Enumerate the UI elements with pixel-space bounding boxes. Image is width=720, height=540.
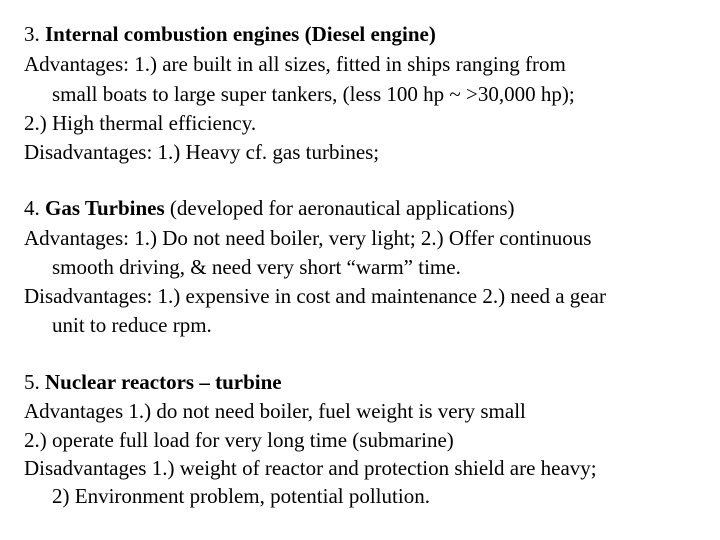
section-5-line-3: Disadvantages 1.) weight of reactor and protection shield are heavy;: [24, 456, 597, 480]
section-4-heading: [24, 193, 515, 223]
section-3-line-3: 2.) High thermal efficiency.: [24, 111, 257, 135]
section-3-line-2: small boats to large super tankers, (less 100 hp ~ >30,000 hp);: [52, 82, 575, 106]
section-5-title: Nuclear reactors – turbine: [45, 370, 282, 394]
section-4-number: 4.: [24, 196, 45, 220]
section-3-line-1: Advantages: 1.) are built in all sizes, fitted in ships ranging from: [24, 52, 566, 76]
section-5-line-2: 2.) operate full load for very long time (submarine): [24, 428, 454, 452]
section-3-line-4: Disadvantages: 1.) Heavy cf. gas turbines;: [24, 140, 380, 164]
section-4-line-4: unit to reduce rpm.: [52, 313, 212, 337]
section-5-heading: [24, 367, 282, 397]
section-5-number: 5.: [24, 370, 45, 394]
section-5-line-1: Advantages 1.) do not need boiler, fuel weight is very small: [24, 399, 526, 423]
section-4-line-3: Disadvantages: 1.) expensive in cost and maintenance 2.) need a gear: [24, 284, 606, 308]
section-3-number: 3.: [24, 22, 45, 46]
section-4-title: Gas Turbines: [45, 196, 165, 220]
section-3-title: Internal combustion engines (Diesel engine): [45, 22, 436, 46]
section-3-heading: [24, 19, 436, 49]
section-4-line-2: smooth driving, & need very short “warm” time.: [52, 255, 461, 279]
section-4-line-1: Advantages: 1.) Do not need boiler, very light; 2.) Offer continuous: [24, 226, 592, 250]
section-4-title-tail: (developed for aeronautical applications): [164, 196, 515, 220]
section-5-line-4: 2) Environment problem, potential pollution.: [52, 484, 430, 508]
